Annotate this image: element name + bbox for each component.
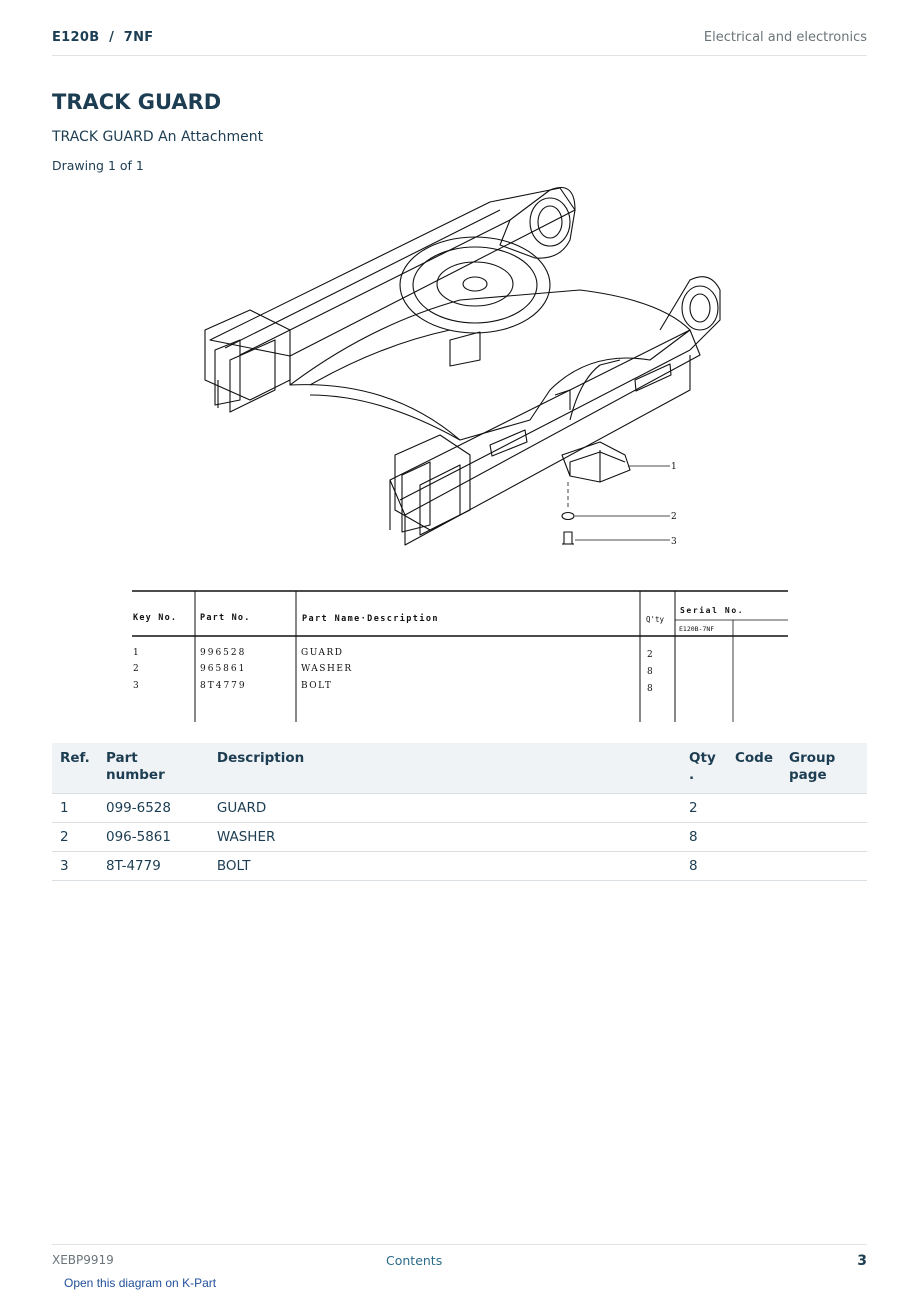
- drawing-counter: Drawing 1 of 1: [52, 158, 144, 173]
- inner-table-text: [133, 605, 744, 694]
- row-ref: 2: [52, 823, 98, 852]
- inner-header-serial-sub: E120B-7NF: [679, 625, 715, 633]
- row-ref: 1: [52, 794, 98, 823]
- callout-leaders: [568, 466, 670, 540]
- row-group-page: [781, 794, 867, 823]
- inner-header-part-no: Part No.: [200, 613, 251, 623]
- row-part-number: 8T-4779: [98, 852, 209, 881]
- open-in-kpart-link[interactable]: Open this diagram on K-Part: [64, 1276, 217, 1290]
- row-qty: 8: [681, 852, 727, 881]
- row-group-page: [781, 852, 867, 881]
- document-id: XEBP9919: [52, 1253, 114, 1267]
- inner-header-serial: Serial No.: [680, 606, 745, 615]
- page-subtitle: TRACK GUARD An Attachment: [52, 129, 264, 145]
- col-part-number: Part number: [98, 743, 209, 794]
- page-header: [52, 28, 867, 56]
- row-ref: 3: [52, 852, 98, 881]
- inner-header-key-no: Key No.: [133, 613, 178, 623]
- page-number: 3: [857, 1253, 867, 1269]
- row-code: [727, 852, 781, 881]
- row-description: GUARD: [209, 794, 681, 823]
- row-qty: 8: [681, 823, 727, 852]
- inner-row-3-name: BOLT: [301, 681, 333, 691]
- inner-row-3-qty: 8: [647, 684, 653, 694]
- row-group-page: [781, 823, 867, 852]
- callout-labels: [671, 462, 677, 547]
- col-description: Description: [209, 743, 681, 794]
- inner-row-2-part: 965861: [200, 664, 247, 674]
- inner-row-3-part: 8T4779: [200, 681, 247, 691]
- row-description: BOLT: [209, 852, 681, 881]
- table-row: [52, 794, 867, 823]
- row-qty: 2: [681, 794, 727, 823]
- row-code: [727, 823, 781, 852]
- parts-table: [52, 743, 867, 881]
- parts-table-header: [52, 743, 867, 794]
- inner-row-2-name: WASHER: [301, 664, 353, 674]
- inner-row-2-qty: 8: [647, 667, 653, 677]
- col-group-page: Group page: [781, 743, 867, 794]
- row-part-number: 096-5861: [98, 823, 209, 852]
- callout-1: 1: [671, 462, 677, 472]
- section-label: Electrical and electronics: [703, 30, 867, 45]
- inner-row-1-key: 1: [133, 648, 139, 658]
- parts-diagram: [130, 180, 800, 730]
- model-label: E120B / 7NF: [52, 30, 154, 45]
- row-code: [727, 794, 781, 823]
- inner-row-1-name: GUARD: [301, 648, 344, 658]
- track-frame-drawing: [130, 180, 800, 730]
- page-title: TRACK GUARD: [52, 90, 222, 114]
- inner-header-part-name: Part Name·Description: [302, 614, 439, 624]
- table-row: [52, 852, 867, 881]
- inner-row-1-qty: 2: [647, 650, 653, 660]
- inner-row-1-part: 996528: [200, 648, 247, 658]
- callout-3: 3: [671, 537, 677, 547]
- callout-2: 2: [671, 512, 677, 522]
- inner-header-qty: Q'ty: [646, 615, 665, 624]
- row-part-number: 099-6528: [98, 794, 209, 823]
- contents-link[interactable]: Contents: [386, 1253, 443, 1268]
- inner-row-2-key: 2: [133, 664, 139, 674]
- col-ref: Ref.: [52, 743, 98, 794]
- col-code: Code: [727, 743, 781, 794]
- inner-row-3-key: 3: [133, 681, 139, 691]
- col-qty: Qty .: [681, 743, 727, 794]
- table-row: [52, 823, 867, 852]
- track-frame-illustration: [205, 188, 720, 546]
- row-description: WASHER: [209, 823, 681, 852]
